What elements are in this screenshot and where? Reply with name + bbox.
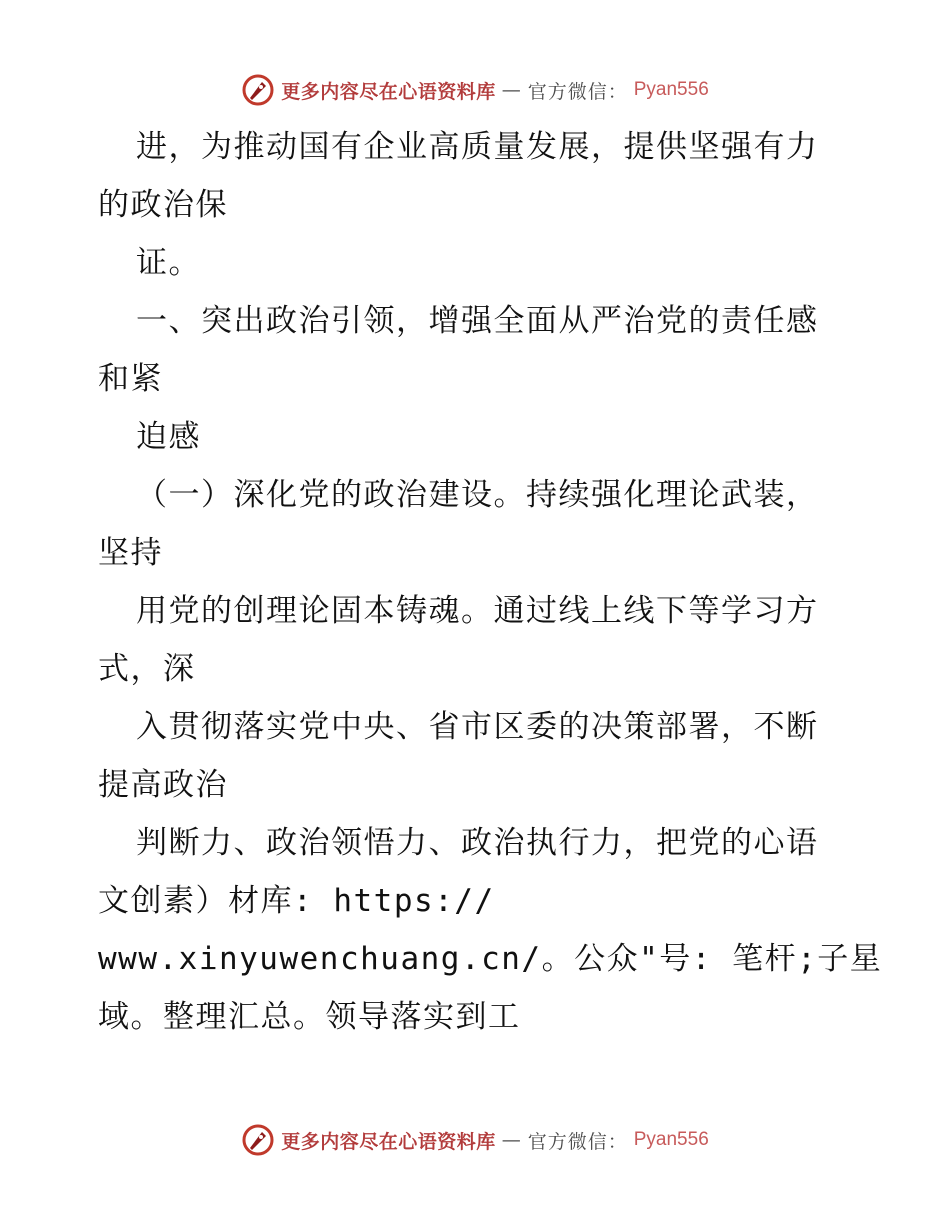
pen-nib-logo-icon [241, 73, 275, 107]
body-text-line: 一、突出政治引领，增强全面从严治党的责任感 [136, 303, 819, 339]
body-text-line: 提高政治 [98, 767, 228, 803]
body-text-line: 和紧 [98, 361, 163, 397]
body-text-line: 迫感 [136, 419, 201, 455]
body-text-line: 判断力、政治领悟力、政治执行力，把党的心语 [136, 825, 819, 861]
watermark-separator: — [501, 79, 522, 101]
watermark-sub-text: 官方微信： [527, 80, 628, 103]
body-text-line: 式，深 [98, 651, 196, 687]
watermark-main-text: 更多内容尽在心语资料库 [281, 1130, 496, 1153]
body-text-line: （一）深化党的政治建设。持续强化理论武装， [136, 477, 819, 513]
body-text-line: 用党的创理论固本铸魂。通过线上线下等学习方 [136, 593, 819, 629]
body-text-line: 进，为推动国有企业高质量发展，提供坚强有力 [136, 129, 819, 165]
body-text-line: 证。 [136, 245, 201, 281]
watermark-separator: — [501, 1129, 522, 1151]
body-text-line: 域。整理汇总。领导落实到工 [98, 999, 521, 1035]
watermark-id: Pyan556 [633, 79, 709, 100]
pen-nib-logo-icon [241, 1123, 275, 1157]
body-text-line: 入贯彻落实党中央、省市区委的决策部署，不断 [136, 709, 819, 745]
watermark-main-text: 更多内容尽在心语资料库 [281, 80, 496, 103]
body-text-line: 文创素）材库: https:// [98, 883, 495, 919]
body-text-line: www.xinyuwenchuang.cn/。公众"号: 笔杆;子星 [98, 941, 883, 977]
document-body [98, 118, 883, 1046]
body-text-line: 的政治保 [98, 187, 228, 223]
header-watermark [0, 70, 950, 110]
footer-watermark [0, 1120, 950, 1160]
body-text-line: 坚持 [98, 535, 163, 571]
watermark-id: Pyan556 [633, 1129, 709, 1150]
watermark-sub-text: 官方微信： [527, 1130, 628, 1153]
